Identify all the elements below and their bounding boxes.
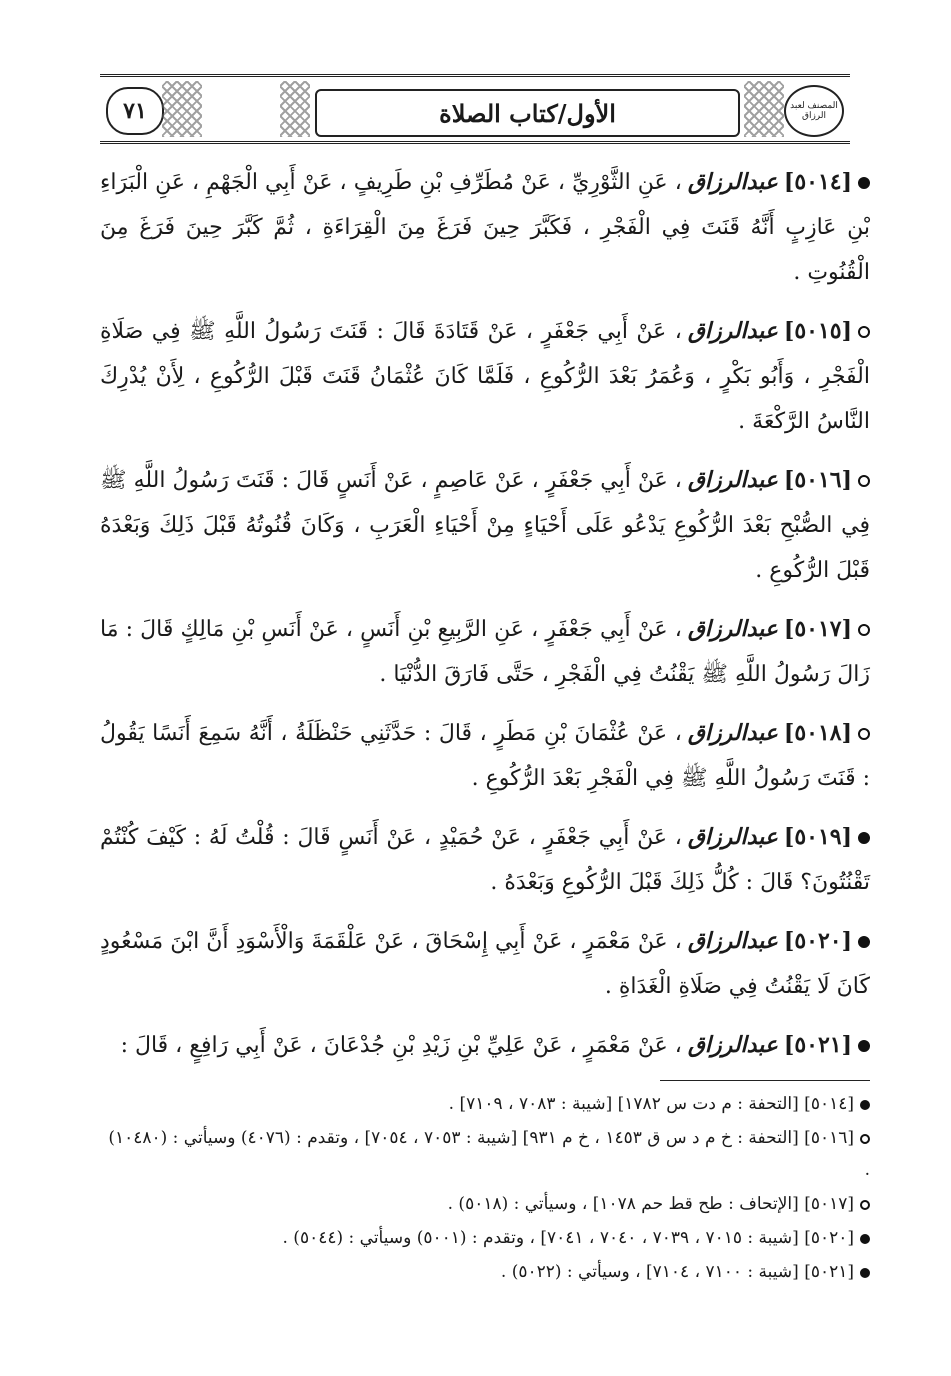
page-number: ٧١ [106, 87, 164, 135]
footnote-entry [100, 1188, 870, 1220]
hadith-entry [100, 919, 870, 1009]
page-header [100, 74, 850, 144]
hollow-circle-marker-icon [858, 475, 870, 487]
hadith-number: [٥٠٢٠] [783, 928, 852, 954]
hadith-text: ، عَنْ أَبِي جَعْفَرٍ ، عَنْ قَتَادَةَ قَالَ : قَنَتَ رَسُولُ اللَّهِ ﷺ فِي صَلَاةِ الْفَجْرِ ، وَأَبُو بَكْرٍ ، وَعُمَرُ بَعْدَ الرُّكُوعِ ، فَلَمَّا كَانَ عُثْمَانُ قَنَتَ قَبْلَ الرُّكُوعِ ، لِأَنْ يُدْرِكَ النَّاسُ الرَّكْعَةَ . [100, 319, 870, 434]
filled-circle-marker-icon [860, 1100, 870, 1110]
filled-circle-marker-icon [858, 936, 870, 948]
hollow-circle-marker-icon [860, 1134, 870, 1144]
hadith-entry [100, 458, 870, 593]
footnote-entry [100, 1088, 870, 1120]
hadith-text: ، عَنْ مَعْمَرٍ ، عَنْ أَبِي إِسْحَاقَ ، عَنْ عَلْقَمَةَ وَالْأَسْوَدِ أَنَّ ابْنَ مَسْعُودٍ كَانَ لَا يَقْنُتُ فِي صَلَاةِ الْغَدَاةِ . [100, 929, 870, 999]
narrator-name: عبدالرزاق [687, 616, 778, 642]
hadith-entry [100, 309, 870, 444]
hollow-circle-marker-icon [860, 1200, 870, 1210]
hadith-entry [100, 711, 870, 801]
hadith-number: [٥٠١٨] [783, 720, 852, 746]
footnote-text: [٥٠١٦] [التحفة : خ م د س ق ١٤٥٣ ، خ م ٩٣١] [شيبة : ٧٠٥٣ ، ٧٠٥٤] ، وتقدم : (٤٠٧٦) وسيأتي : (١٠٤٨٠) . [108, 1128, 870, 1180]
narrator-name: عبدالرزاق [687, 1032, 778, 1058]
ornament-strip [280, 81, 310, 137]
filled-circle-marker-icon [860, 1268, 870, 1278]
hadith-number: [٥٠١٤] [783, 169, 852, 195]
hadith-text: ، عَنْ مَعْمَرٍ ، عَنْ عَلِيِّ بْنِ زَيْدِ بْنِ جُدْعَانَ ، عَنْ أَبِي رَافِعٍ ، قَالَ : [120, 1033, 682, 1058]
running-title: الأول/كتاب الصلاة [315, 89, 740, 137]
hollow-circle-marker-icon [858, 326, 870, 338]
book-seal-logo: المصنف لعبد الرزاق [784, 85, 844, 137]
footnote-entry [100, 1222, 870, 1254]
hollow-circle-marker-icon [858, 728, 870, 740]
narrator-name: عبدالرزاق [687, 720, 778, 746]
footnote-text: [٥٠٢١] [شيبة : ٧١٠٠ ، ٧١٠٤] ، وسيأتي : (٥٠٢٢) . [500, 1262, 854, 1282]
hadith-entry [100, 1023, 870, 1068]
hadith-text: ، عَنِ الثَّوْرِيِّ ، عَنْ مُطَرِّفِ بْنِ طَرِيفٍ ، عَنْ أَبِي الْجَهْمِ ، عَنِ الْبَرَاءِ بْنِ عَازِبٍ أَنَّهُ قَنَتَ فِي الْفَجْرِ ، فَكَبَّرَ حِينَ فَرَغَ مِنَ الْقِرَاءَةِ ، ثُمَّ كَبَّرَ حِينَ فَرَغَ مِنَ الْقُنُوتِ . [100, 170, 870, 285]
footnotes [100, 1088, 870, 1290]
hadith-number: [٥٠١٩] [783, 824, 852, 850]
hadith-entry [100, 607, 870, 697]
footnote-text: [٥٠١٧] [الإتحاف : طح قط حم ١٠٧٨] ، وسيأتي : (٥٠١٨) . [447, 1194, 854, 1214]
footnote-divider [660, 1080, 870, 1081]
ornament-strip [744, 81, 784, 137]
filled-circle-marker-icon [860, 1234, 870, 1244]
footnote-entry [100, 1122, 870, 1186]
filled-circle-marker-icon [858, 832, 870, 844]
hadith-text: ، عَنْ أَبِي جَعْفَرٍ ، عَنْ عَاصِمٍ ، عَنْ أَنَسٍ قَالَ : قَنَتَ رَسُولُ اللَّهِ ﷺ فِي الصُّبْحِ بَعْدَ الرُّكُوعِ يَدْعُو عَلَى أَحْيَاءٍ مِنْ أَحْيَاءِ الْعَرَبِ ، وَكَانَ قُنُوتُهُ قَبْلَ ذَلِكَ وَبَعْدَهُ قَبْلَ الرُّكُوعِ . [100, 468, 870, 583]
narrator-name: عبدالرزاق [687, 169, 778, 195]
hadith-number: [٥٠١٥] [783, 318, 852, 344]
hadith-number: [٥٠١٦] [783, 467, 852, 493]
hadith-text: ، عَنْ عُثْمَانَ بْنِ مَطَرٍ ، قَالَ : حَدَّثَنِي حَنْظَلَةُ ، أَنَّهُ سَمِعَ أَنَسًا يَقُولُ : قَنَتَ رَسُولُ اللَّهِ ﷺ فِي الْفَجْرِ بَعْدَ الرُّكُوعِ . [100, 721, 870, 791]
narrator-name: عبدالرزاق [687, 467, 778, 493]
narrator-name: عبدالرزاق [687, 824, 778, 850]
hadith-list [100, 160, 870, 1082]
hadith-text: ، عَنْ أَبِي جَعْفَرٍ ، عَنِ الرَّبِيعِ بْنِ أَنَسٍ ، عَنْ أَنَسِ بْنِ مَالِكٍ قَالَ : مَا زَالَ رَسُولُ اللَّهِ ﷺ يَقْنُتُ فِي الْفَجْرِ ، حَتَّى فَارَقَ الدُّنْيَا . [100, 617, 870, 687]
footnote-text: [٥٠٢٠] [شيبة : ٧٠١٥ ، ٧٠٣٩ ، ٧٠٤٠ ، ٧٠٤١] ، وتقدم : (٥٠٠١) وسيأتي : (٥٠٤٤) . [282, 1228, 854, 1248]
hollow-circle-marker-icon [858, 624, 870, 636]
hadith-text: ، عَنْ أَبِي جَعْفَرٍ ، عَنْ حُمَيْدٍ ، عَنْ أَنَسٍ قَالَ : قُلْتُ لَهُ : كَيْفَ كُنْتُمْ تَقْنُتُونَ؟ قَالَ : كُلُّ ذَلِكَ قَبْلَ الرُّكُوعِ وَبَعْدَهُ . [100, 825, 870, 895]
filled-circle-marker-icon [858, 177, 870, 189]
hadith-entry [100, 815, 870, 905]
footnote-text: [٥٠١٤] [التحفة : م دت س ١٧٨٢] [شيبة : ٧٠٨٣ ، ٧١٠٩] . [448, 1094, 854, 1114]
hadith-number: [٥٠٢١] [783, 1032, 852, 1058]
hadith-number: [٥٠١٧] [783, 616, 852, 642]
narrator-name: عبدالرزاق [687, 928, 778, 954]
ornament-strip [162, 81, 202, 137]
hadith-entry [100, 160, 870, 295]
filled-circle-marker-icon [858, 1040, 870, 1052]
footnote-entry [100, 1256, 870, 1288]
narrator-name: عبدالرزاق [687, 318, 778, 344]
